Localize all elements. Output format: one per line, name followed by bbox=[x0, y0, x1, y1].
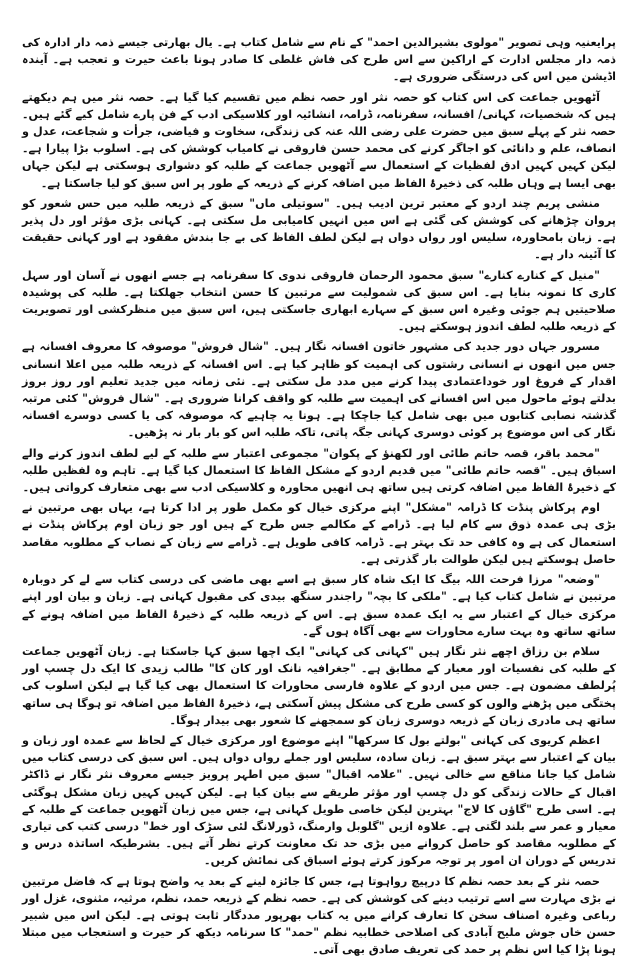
paragraph: پرایعنیہ وہی تصویر "مولوی بشیرالدین احمد" کے نام سے شامل کتاب ہے۔ یال بھارتی جیسے ذمہ دار ادارہ کی ذمہ دار مجلس ادارت کے اراکین سے اس طرح کی فاش غلطی کا صادر ہونا باعث حیرت و تعجب ہے۔ آیندہ اڈیشن میں اس کی درستگی ضروری ہے۔ bbox=[22, 36, 616, 84]
paragraph: آٹھویں جماعت کی اس کتاب کو حصہ نثر اور حصہ نظم میں تقسیم کیا گیا ہے۔ حصہ نثر میں ہم دیکھتے ہیں کہ شخصیات، کہانی/ افسانہ، سفرنامہ، ڈرامہ، انشائیہ اور کلاسیکی ادب کے فن پارے شامل کیے گئے ہیں۔ حصہ نثر کے پہلے سبق میں حضرت علی رضی اللہ عنہ کی زندگی، سخاوت و فیاضی، جرأت و شجاعت، عدل و انصاف، علم و دانائی کو اجاگر کرنے کی محمد حسن فاروقی نے کامیاب کوشش کی ہے۔ اسلوب بڑا پیارا ہے۔ لیکن کہیں کہیں ادق لفظیات کے استعمال سے آٹھویں جماعت کے طلبہ کو دشواری ہوسکتی ہے لیکن جہاں بھی ایسا ہے وہاں طلبہ کی ذخیرۂ الفاظ میں اضافہ کرنے کے ذریعہ کے طور پر اس سبق کو لیا جاسکتا ہے۔ bbox=[22, 90, 616, 190]
document-body bbox=[22, 34, 616, 959]
paragraph: مسرور جہاں دور جدید کی مشہور خاتون افسانہ نگار ہیں۔ "شال فروش" موصوفہ کا معروف افسانہ ہے جس میں انھوں نے انسانی رشتوں کی اہمیت کو ظاہر کیا ہے۔ اس افسانہ کے ذریعہ طلبہ میں اعلا انسانی اقدار کے فروغ اور خوداعتمادی پیدا کرنے میں مدد مل سکتی ہے۔ نئی زمانہ میں جدید تعلیم اور روز بروز بدلتے ہوئے ماحول میں اس افسانے کی اہمیت سے طلبہ کو واقف کرانا ضروری ہے۔ "شال فروش" کئی مرتبہ گذشتہ نصابی کتابوں میں بھی شامل کیا جاچکا ہے۔ ہونا یہ چاہیے کہ موصوفہ کی یا کسی دوسرے افسانہ نگار کی اس موضوع پر کوئی دوسری کہانی جگہ پاتی، تاکہ طلبہ اس کو بار بار نہ پڑھیں۔ bbox=[22, 340, 616, 440]
paragraph: اوم پرکاش پنڈت کا ڈرامہ "مشکل" اپنے مرکزی خیال کو مکمل طور پر ادا کرتا ہے، یہاں بھی مرتبین نے بڑی ہی عمدہ ذوق سے کام لیا ہے۔ ڈرامے کے مکالمے جس طرح کے ہیں اور جو زبان اوم پرکاش پنڈت نے استعمال کی ہے وہ کافی حد تک بہتر ہے۔ ڈرامہ کافی طویل ہے۔ ڈرامے سے زبان کے نصاب کے مطلوبہ مقاصد حاصل ہوسکتے ہیں لیکن طوالت بار گذرتی ہے۔ bbox=[22, 501, 616, 566]
paragraph: "وضعہ" مرزا فرحت اللہ بیگ کا ایک شاہ کار سبق ہے اسے بھی ماضی کی درسی کتاب سے لے کر دوبارہ مرتبین نے شامل کتاب کیا ہے۔ "ملکی کا بچہ" راجندر سنگھ بیدی کی مقبول کہانی ہے۔ زبان و بیان اور اپنے مرکزی خیال کے اعتبار سے یہ ایک عمدہ سبق ہے۔ اس کے ذریعہ طلبہ کے ذخیرۂ الفاظ میں اضافہ ہونے کے ساتھ ساتھ وہ بہت سارے محاورات سے بھی آگاہ ہوں گے۔ bbox=[22, 573, 616, 638]
paragraph: سلام بن رزاق اچھے نثر نگار ہیں "کہانی کی کہانی" ایک اچھا سبق کہا جاسکتا ہے۔ زبان آٹھویں جماعت کے طلبہ کی نفسیات اور معیار کے مطابق ہے۔ "جغرافیہ نانک اور کان کا" طالب زیدی کا ایک دل چسپ اور پُرلطف مضمون ہے۔ جس میں اردو کے علاوہ فارسی محاورات کا استعمال بھی کیا گیا ہے لیکن اسلوب کی پختگی میں پڑھنے والوں کو کسی طرح کی مشکل پیش آسکتی ہے، ذخیرۂ الفاظ میں اضافہ تو ہوگا ہی ساتھ ساتھ ہی مادری زبان کے ذریعہ دوسری زبان کو سمجھنے کا شعور بھی بیدار ہوگا۔ bbox=[22, 644, 616, 727]
paragraph: "محمد باقر، قصہ حاتم طائی اور لکھنؤ کے پکوان" مجموعی اعتبار سے طلبہ کے لیے لطف اندوز کرنے والے اسباق ہیں۔ "قصہ حاتم طائی" میں قدیم اردو کے مشکل الفاظ کا استعمال کیا گیا ہے۔ تاہم وہ لفظیں طلبہ کے ذخیرۂ الفاظ میں اضافہ کرتی ہیں ساتھ ہی انھیں محاورہ و کلاسیکی ادب سے بھی متعارف کرواتی ہیں۔ bbox=[22, 446, 616, 495]
paragraph: منشی پریم چند اردو کے معتبر ترین ادیب ہیں۔ "سوتیلی ماں" سبق کے ذریعہ طلبہ میں حس شعور کو پروان چڑھانے کی کوشش کی گئی ہے اس میں انہیں کامیابی مل سکتی ہے۔ کہانی بڑی مؤثر اور دل پذیر ہے۔ زبان بامحاورہ، سلیس اور رواں دواں ہے لیکن لطف الفاظ کی بے جا بندش مفقود ہے اور کہانی حقیقت کا آئینہ دار ہے۔ bbox=[22, 196, 616, 262]
paragraph: حصہ نثر کے بعد حصہ نظم کا درپیچ رواہوتا ہے، جس کا جائزہ لینے کے بعد یہ واضح ہوتا ہے کہ فاضل مرتبین نے بڑی مہارت سے اسے ترتیب دینے کی کوشش کی ہے۔ حصہ نظم کے ذریعہ حمد، نظم، مرثیہ، مثنوی، غزل اور رباعی وغیرہ اصناف سخن کا تعارف کرانے میں یہ کتاب بھرپور مددگار ثابت ہوتی ہے۔ لیکن اس میں شبیر حسن خاں جوش ملیح آبادی کی اصلاحی خطابیہ نظم "حمد" کا سرنامہ دیکھ کر حیرت و استعجاب میں مبتلا ہونا پڑا کیا اس نظم پر حمد کی تعریف صادق بھی آتی۔ bbox=[22, 874, 616, 957]
paragraph: اعظم کریوی کی کہانی "بولتے بول کا سرکھا" اپنے موضوع اور مرکزی خیال کے لحاظ سے عمدہ اور زبان و بیان کے اعتبار سے بہتر سبق ہے۔ زبان سادہ، سلیس اور جملے رواں دواں ہیں۔ اس سبق کی درسی کتاب میں شامل کیا جانا مناقع سے خالی نہیں۔ "علامہ اقبال" سبق میں اطہر پرویز جیسے معروف نثر نگار نے ڈاکٹر اقبال کے حالات زندگی کو دل چسپ اور مؤثر طریقے سے بیان کیا ہے۔ لیکن کہیں کہیں زبان مشکل ہوگئی ہے۔ اسی طرح "گاؤں کا لاج" بہترین لیکن خاصی طویل کہانی ہے، جس میں زبان آٹھویں جماعت کے طلبہ کے معیار و عمر سے بلند لگتی ہے۔ علاوہ ازیں "گلوبل وارمنگ، ڈورلانگ لئی سڑک اور خط" درسی کتب کی تیاری کے مطلوبہ مقاصد کو حاصل کروانے میں بڑی حد تک معاونت کرتے نظر آتے ہیں۔ بشرطیکہ اساتذہ درس و تدریس کے دوران ان امور پر توجہ مرکوز کرتے ہوئے اسباق کی نمائش کریں۔ bbox=[22, 733, 616, 868]
paragraph: "منیل کے کنارے کنارے" سبق محمود الرحمان فاروقی ندوی کا سفرنامہ ہے جسے انھوں نے آسان اور سہل کاری کا نمونہ بنایا ہے۔ اس سبق کی شمولیت سے مرتبین کا حسن انتخاب جھلکتا ہے۔ طلبہ کی پوشیدہ صلاحیتیں ہم جوئی وغیرہ اس سبق کے سہارے ابھاری جاسکتی ہیں، اس سبق میں منظرکشی اور تصویریت کے ذریعہ طلبہ لطف اندوز ہوسکتے ہیں۔ bbox=[22, 268, 616, 334]
